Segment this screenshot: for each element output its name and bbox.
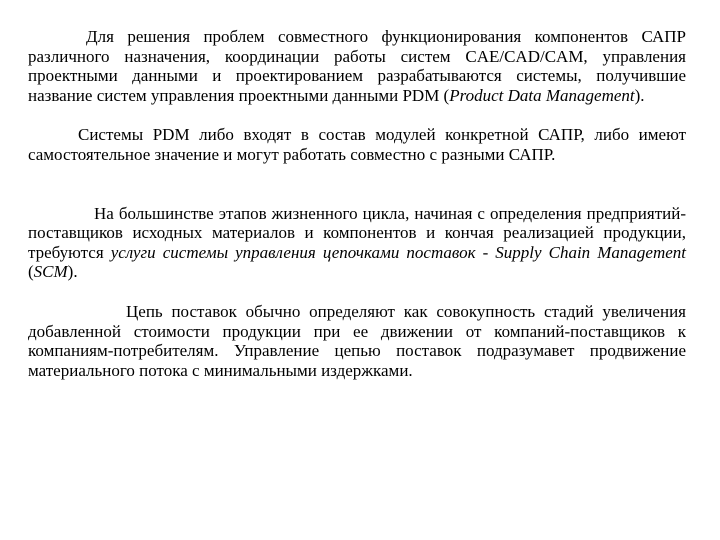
paragraph-text-end: ). xyxy=(67,262,78,282)
paragraph-pdm-intro xyxy=(28,27,686,105)
paragraph-text: Цепь поставок обычно определяют как совокупность стадий увеличения добавленной стоимости продукции при ее движении от компаний-поставщиков к компаниям-потребителям. Управление цепью поставок подразумавет продвижение материального потока с минимальными издержками. xyxy=(28,301,686,380)
italic-term-supply-chain-management: услуги системы управления цепочками поставок - Supply Chain Management xyxy=(110,242,686,262)
paragraph-text-end: ). xyxy=(634,85,645,105)
italic-term-scm: SCM xyxy=(33,262,68,282)
paragraph-text: На большинстве этапов жизненного цикла, начиная с определения предприятий-поставщиков исходных материалов и компонентов и кончая реализацией продукции, требуются xyxy=(28,203,686,262)
paragraph-scm-intro xyxy=(28,204,686,282)
paragraph-pdm-systems xyxy=(28,125,686,164)
paragraph-text: Системы PDM либо входят в состав модулей конкретной САПР, либо имеют самостоятельное значение и могут работать совместно с разными САПР. xyxy=(28,125,686,164)
paragraph-text: Для решения проблем совместного функционирования компонентов САПР различного назначения, координации работы систем CAE/CAD/CAM, управления проектными данными и проектированием разрабатываются системы, получившие название систем управления проектными данными PDM ( xyxy=(28,27,686,105)
paragraph-supply-chain-definition xyxy=(28,302,686,380)
paragraph-text-mid: ( xyxy=(28,262,34,282)
italic-term-product-data-management: Product Data Management xyxy=(449,85,635,105)
document-body xyxy=(28,27,686,380)
